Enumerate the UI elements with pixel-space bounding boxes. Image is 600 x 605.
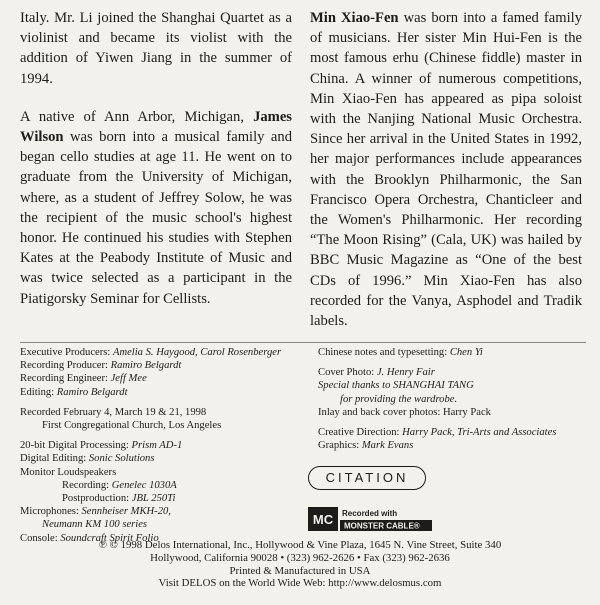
performer-name: James Wilson: [20, 108, 292, 146]
credit-chinese-notes: Chinese notes and typesetting: Chen Yi: [318, 347, 483, 358]
svg-text:Recorded with: Recorded with: [342, 509, 398, 518]
bio-text: was born into a famed family of musicians. Her sister Min Hui-Fen is the most famous erhu (Chinese fiddle) master in China. A winner of numerous competitions, Min Xiao-Fen has appeared as pipa soloist with the Nanjing National Music Orchestra. Since her arrival in the United States in 1992, her major performances include appearances with the Brooklyn Philharmonic, the San Francisco Opera Orchestra, Chanticleer and the Women's Philharmonic. Her recording “The Moon Rising” (Cala, UK) was hailed by BBC Music Magazine as “One of the best CDs of 1996.” Min Xiao-Fen has also recorded for the Vanya, Asphodel and Tradik labels.: [310, 10, 582, 330]
footer-line-manufactured: Printed & Manufactured in USA: [229, 564, 371, 577]
monster-cable-logo: [308, 507, 432, 531]
bio-column-right: [310, 8, 582, 349]
citation-logo: CITATION: [308, 466, 426, 490]
credit-console: Console: Soundcraft Spirit Folio: [20, 532, 159, 544]
production-credits-right: [318, 346, 588, 452]
bio-text: A native of Ann Arbor, Michigan,: [20, 108, 254, 125]
credit-monitor-postproduction: Postproduction: JBL 250Ti: [62, 493, 176, 505]
credit-graphics: Graphics: Mark Evans: [318, 440, 414, 452]
credit-recorded-dates: Recorded February 4, March 19 & 21, 1998: [20, 406, 207, 418]
footer-line-address: ℗ © 1998 Delos International, Inc., Hollywood & Vine Plaza, 1645 N. Vine Street, Suite 340: [98, 539, 502, 551]
svg-text:MONSTER CABLE®: MONSTER CABLE®: [344, 521, 420, 531]
svg-text:MC: MC: [312, 512, 334, 527]
section-divider: [20, 342, 586, 343]
credit-recording-engineer: Recording Engineer: Jeff Mee: [20, 373, 147, 385]
production-credits-left: [20, 346, 305, 545]
copyright-footer: [0, 539, 600, 590]
credit-special-thanks: Special thanks to SHANGHAI TANG: [318, 380, 474, 392]
footer-line-website: Visit DELOS on the World Wide Web: http://www.delosmus.com: [158, 577, 442, 590]
credit-executive-producers: Executive Producers: Amelia S. Haygood, Carol Rosenberger: [20, 347, 282, 358]
credit-recorded-place: First Congregational Church, Los Angeles: [42, 420, 222, 432]
credit-special-thanks-cont: for providing the wardrobe.: [340, 393, 458, 405]
credit-digital-editing: Digital Editing: Sonic Solutions: [20, 453, 155, 465]
credit-cover-photo: Cover Photo: J. Henry Fair: [318, 367, 435, 379]
credit-monitor-recording: Recording: Genelec 1030A: [62, 479, 177, 491]
footer-line-contact: Hollywood, California 90028 • (323) 962-2626 • Fax (323) 962-2636: [150, 551, 450, 564]
bio-text: was born into a musical family and began cello studies at age 11. He went on to graduate from the University of Michigan, where, as a student of Jeffrey Solow, he was the recipient of the music school's highest honor. He continued his studies with Stephen Kates at the Peabody Institute of Music and was twice selected as a participant in the Piatigorsky Seminar for Cellists.: [20, 129, 292, 307]
credit-creative-direction: Creative Direction: Harry Pack, Tri-Arts and Associates: [318, 427, 557, 439]
credit-digital-processing: 20-bit Digital Processing: Prism AD-1: [20, 440, 183, 452]
bio-paragraph-min: [310, 8, 582, 331]
credit-microphones-cont: Neumann KM 100 series: [42, 519, 148, 531]
credit-microphones: Microphones: Sennheiser MKH-20,: [20, 506, 171, 518]
performer-name: Min Xiao-Fen: [310, 10, 399, 26]
bio-paragraph-li: Italy. Mr. Li joined the Shanghai Quartet as a violinist and became its violist with the addition of Yiwen Jiang in the summer of 1994.: [20, 10, 292, 87]
bio-column-left: [20, 8, 292, 327]
credit-inlay-photos: Inlay and back cover photos: Harry Pack: [318, 406, 491, 418]
credit-monitor-loudspeakers: Monitor Loudspeakers: [20, 466, 117, 478]
bio-paragraph-wilson: [20, 107, 292, 309]
credit-recording-producer: Recording Producer: Ramiro Belgardt: [20, 360, 182, 372]
credit-editing: Editing: Ramiro Belgardt: [20, 386, 128, 398]
